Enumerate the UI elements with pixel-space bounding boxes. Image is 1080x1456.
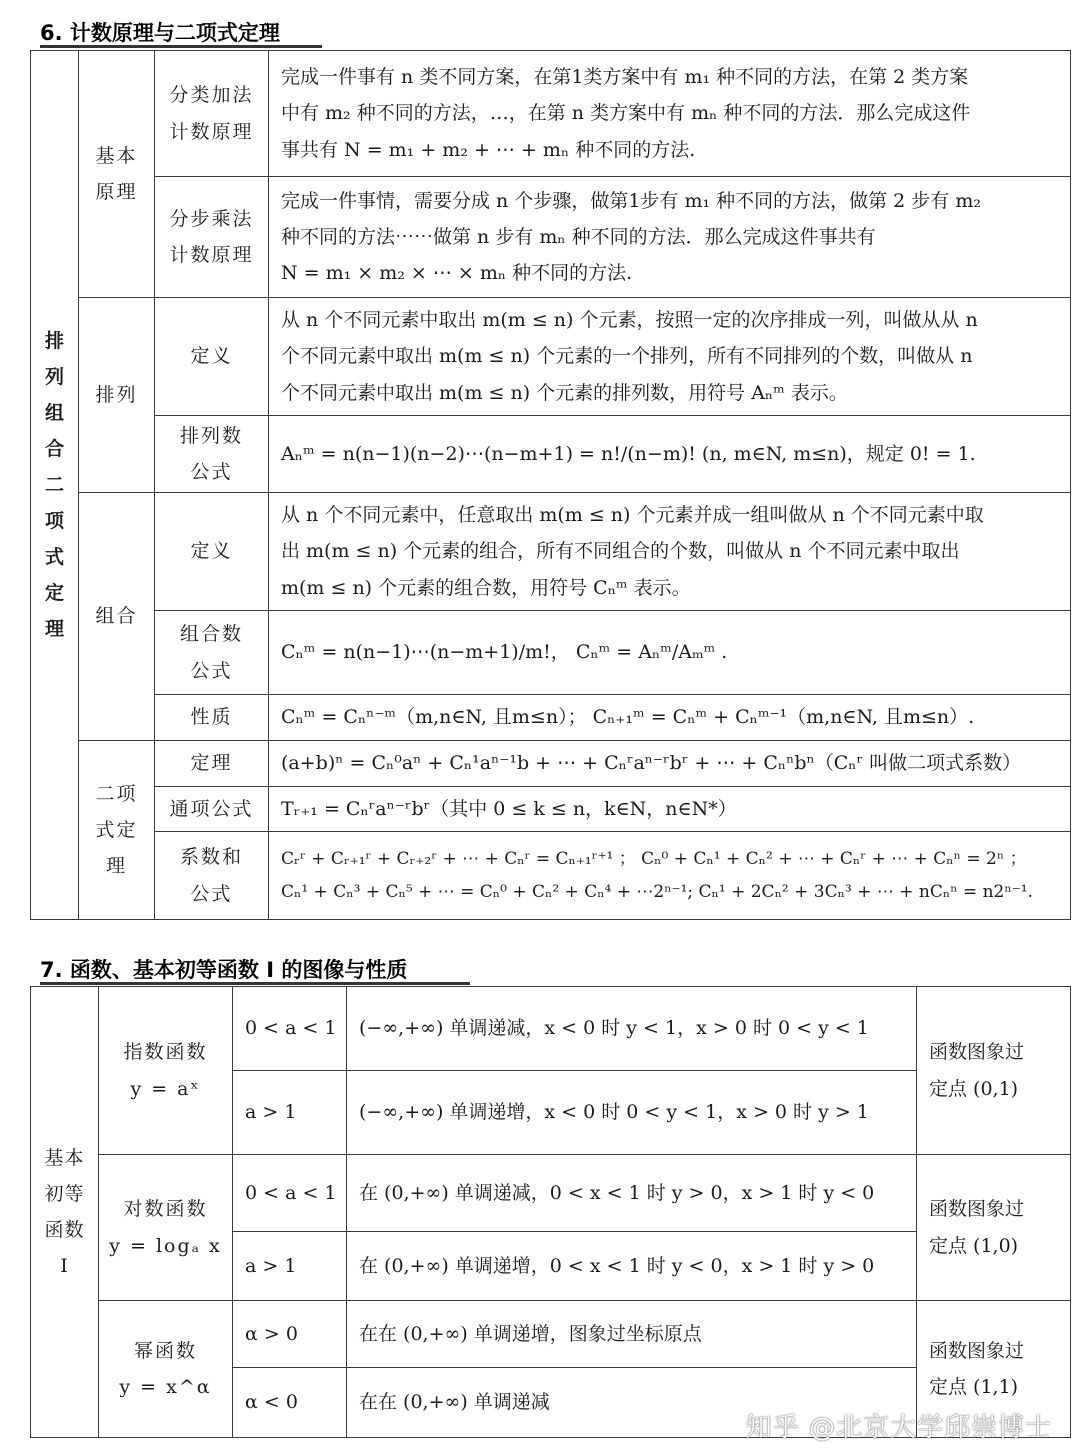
exponential-property-1: (−∞,+∞) 单调递减，x < 0 时 y < 1，x > 0 时 0 < y < 1 <box>347 987 917 1071</box>
power-fixed-point: 函数图象过 定点 (1,1) <box>917 1301 1071 1438</box>
exponential-condition-1: 0 < a < 1 <box>233 987 347 1071</box>
logarithmic-property-2: 在 (0,+∞) 单调递增，0 < x < 1 时 y < 0，x > 1 时 y > 0 <box>347 1232 917 1301</box>
logarithmic-property-1: 在 (0,+∞) 单调递减，0 < x < 1 时 y > 0，x > 1 时 y < 0 <box>347 1155 917 1232</box>
binomial-statement-label: 定理 <box>155 741 269 787</box>
exponential-fixed-point: 函数图象过 定点 (0,1) <box>917 987 1071 1155</box>
section6-title-text: 6. 计数原理与二项式定理 <box>40 21 280 45</box>
general-term-label: 通项公式 <box>155 787 269 832</box>
permutation-formula-label: 排列数 公式 <box>155 416 269 493</box>
section7-title <box>40 955 407 985</box>
power-function-label: 幂函数 y = x^α <box>99 1301 233 1438</box>
coefficient-sum-content: Cᵣʳ + Cᵣ₊₁ʳ + Cᵣ₊₂ʳ + ⋯ + Cₙʳ = Cₙ₊₁ʳ⁺¹ ； Cₙ⁰ + Cₙ¹ + Cₙ² + ⋯ + Cₙʳ + ⋯ + Cₙⁿ = 2ⁿ ； Cₙ¹ + Cₙ³ + Cₙ⁵ + ⋯ = Cₙ⁰ + Cₙ² + Cₙ⁴ + ⋯2ⁿ⁻¹; Cₙ¹ + 2Cₙ² + 3Cₙ³ + ⋯ + nCₙⁿ = n2ⁿ⁻¹. <box>269 832 1071 920</box>
combination-formula-label: 组合数 公式 <box>155 611 269 695</box>
exponential-function-label: 指数函数 y = aˣ <box>99 987 233 1155</box>
permutation-definition-label: 定义 <box>155 298 269 416</box>
logarithmic-condition-2: a > 1 <box>233 1232 347 1301</box>
multiplication-principle-label: 分步乘法 计数原理 <box>155 177 269 298</box>
binomial-statement-content: (a+b)ⁿ = Cₙ⁰aⁿ + Cₙ¹aⁿ⁻¹b + ⋯ + Cₙʳaⁿ⁻ʳbʳ + ⋯ + Cₙⁿbⁿ（Cₙʳ 叫做二项式系数） <box>269 741 1071 787</box>
multiplication-principle-content: 完成一件事情，需要分成 n 个步骤，做第1步有 m₁ 种不同的方法，做第 2 步有 m₂ 种不同的方法⋯⋯做第 n 步有 mₙ 种不同的方法．那么完成这件事共有 N = m₁ × m₂ × ⋯ × mₙ 种不同的方法. <box>269 177 1071 298</box>
section7-title-text: 7. 函数、基本初等函数 I 的图像与性质 <box>40 958 408 982</box>
logarithmic-fixed-point: 函数图象过 定点 (1,0) <box>917 1155 1071 1301</box>
permutation-definition-content: 从 n 个不同元素中取出 m(m ≤ n) 个元素，按照一定的次序排成一列，叫做从从 n 个不同元素中取出 m(m ≤ n) 个元素的一个排列，所有不同排列的个数，叫做从 n 个不同元素中取出 m(m ≤ n) 个元素的排列数，用符号 Aₙᵐ 表示。 <box>269 298 1071 416</box>
power-property-2: 在在 (0,+∞) 单调递减 <box>347 1368 917 1438</box>
coefficient-sum-label: 系数和 公式 <box>155 832 269 920</box>
exponential-property-2: (−∞,+∞) 单调递增，x < 0 时 0 < y < 1，x > 0 时 y > 1 <box>347 1071 917 1155</box>
combination-definition-label: 定义 <box>155 493 269 611</box>
combination-definition-content: 从 n 个不同元素中，任意取出 m(m ≤ n) 个元素并成一组叫做从 n 个不同元素中取 出 m(m ≤ n) 个元素的组合，所有不同组合的个数，叫做从 n 个不同元素中取出 m(m ≤ n) 个元素的组合数，用符号 Cₙᵐ 表示。 <box>269 493 1071 611</box>
general-term-content: Tᵣ₊₁ = Cₙʳaⁿ⁻ʳbʳ（其中 0 ≤ k ≤ n，k∈N，n∈N*） <box>269 787 1071 832</box>
section7-table <box>30 986 1071 1438</box>
logarithmic-function-label: 对数函数 y = logₐ x <box>99 1155 233 1301</box>
power-condition-1: α > 0 <box>233 1301 347 1368</box>
combination-label: 组合 <box>79 493 155 741</box>
permutation-formula-content: Aₙᵐ = n(n−1)(n−2)⋯(n−m+1) = n!/(n−m)! (n, m∈N, m≤n)，规定 0! = 1. <box>269 416 1071 493</box>
section6-table <box>30 50 1071 920</box>
section6-title <box>40 18 280 48</box>
exponential-condition-2: a > 1 <box>233 1071 347 1155</box>
binomial-theorem-label: 二项 式定 理 <box>79 741 155 920</box>
combination-formula-content: Cₙᵐ = n(n−1)⋯(n−m+1)/m!， Cₙᵐ = Aₙᵐ/Aₘᵐ . <box>269 611 1071 695</box>
addition-principle-label: 分类加法 计数原理 <box>155 51 269 177</box>
addition-principle-content: 完成一件事有 n 类不同方案，在第1类方案中有 m₁ 种不同的方法，在第 2 类方案 中有 m₂ 种不同的方法，…，在第 n 类方案中有 mₙ 种不同的方法．那么完成这件 事共有 N = m₁ + m₂ + ⋯ + mₙ 种不同的方法. <box>269 51 1071 177</box>
combination-property-label: 性质 <box>155 695 269 741</box>
permutation-label: 排列 <box>79 298 155 493</box>
watermark: 知乎 @北京大学邱崇博士 <box>745 1413 1052 1443</box>
section7-group-label: 基本 初等 函数 I <box>31 987 99 1438</box>
logarithmic-condition-1: 0 < a < 1 <box>233 1155 347 1232</box>
section6-group-label: 排 列 组 合 二 项 式 定 理 <box>31 51 79 920</box>
combination-property-content: Cₙᵐ = Cₙⁿ⁻ᵐ（m,n∈N, 且m≤n）； Cₙ₊₁ᵐ = Cₙᵐ + Cₙᵐ⁻¹（m,n∈N, 且m≤n）. <box>269 695 1071 741</box>
basic-principle-label: 基本 原理 <box>79 51 155 298</box>
power-condition-2: α < 0 <box>233 1368 347 1438</box>
power-property-1: 在在 (0,+∞) 单调递增，图象过坐标原点 <box>347 1301 917 1368</box>
